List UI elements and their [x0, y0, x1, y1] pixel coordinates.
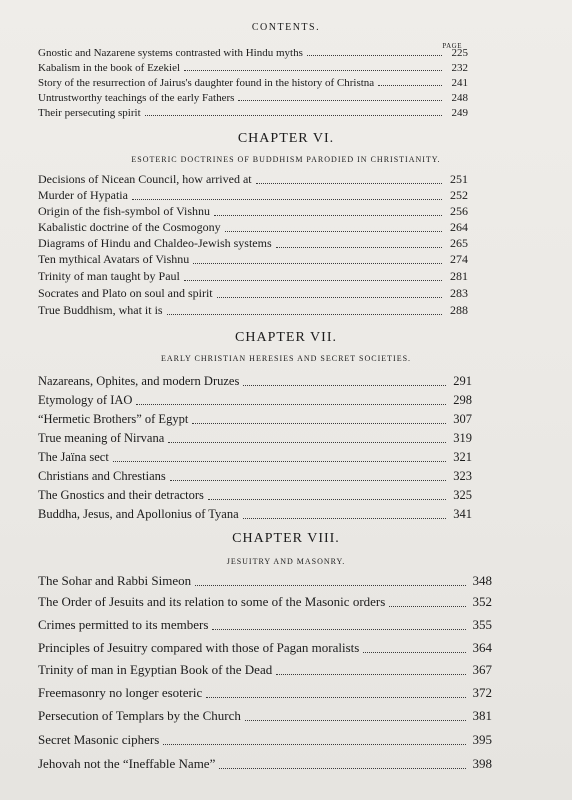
toc-entry [38, 221, 468, 235]
entry-page: 252 [450, 188, 468, 202]
entry-page: 325 [453, 488, 472, 502]
entry-page: 256 [450, 204, 468, 218]
chapter-heading: CHAPTER VII. [235, 330, 337, 345]
entry-page: 372 [472, 685, 492, 700]
entry-page: 225 [451, 47, 468, 59]
toc-entry [38, 575, 492, 589]
entry-title: Secret Masonic ciphers [38, 732, 160, 747]
page-header: CONTENTS. [251, 22, 321, 33]
toc-entry [38, 46, 468, 59]
toc-entry [38, 91, 468, 104]
toc-entry [38, 237, 468, 251]
toc-entry [38, 432, 472, 446]
entry-page: 341 [453, 507, 472, 521]
toc-entry [38, 189, 468, 203]
entry-page: 381 [472, 708, 492, 723]
entry-title: Nazareans, Ophites, and modern Druzes [38, 374, 240, 388]
entry-page: 367 [472, 662, 492, 677]
entry-title: Origin of the fish-symbol of Vishnu [38, 204, 211, 218]
toc-entry [38, 758, 492, 772]
toc-entry [38, 470, 472, 484]
entry-title: True meaning of Nirvana [38, 431, 165, 445]
entry-page: 307 [453, 412, 472, 426]
entry-page: 249 [451, 107, 468, 119]
chapter-subtitle: EARLY CHRISTIAN HERESIES AND SECRET SOCIETIES. [160, 354, 412, 363]
toc-entry [38, 413, 472, 427]
entry-title: Principles of Jesuitry compared with those of Pagan moralists [38, 640, 360, 655]
entry-title: True Buddhism, what it is [38, 303, 163, 317]
toc-entry [38, 687, 492, 701]
entry-page: 288 [450, 303, 468, 317]
entry-title: Persecution of Templars by the Church [38, 708, 241, 723]
entry-page: 274 [450, 252, 468, 266]
entry-title: Trinity of man in Egyptian Book of the Dead [38, 662, 273, 677]
entry-title: “Hermetic Brothers” of Egypt [38, 412, 189, 426]
entry-title: Crimes permitted to its members [38, 617, 209, 632]
entry-title: Socrates and Plato on soul and spirit [38, 286, 213, 300]
toc-entry [38, 489, 472, 503]
toc-entry [38, 664, 492, 678]
entry-title: The Jaïna sect [38, 450, 109, 464]
entry-title: Untrustworthy teachings of the early Fathers [38, 92, 235, 104]
toc-entry [38, 287, 468, 301]
entry-page: 298 [453, 393, 472, 407]
entry-title: The Gnostics and their detractors [38, 488, 204, 502]
entry-page: 264 [450, 220, 468, 234]
entry-page: 395 [472, 732, 492, 747]
entry-title: Jehovah not the “Ineffable Name” [38, 756, 216, 771]
entry-title: Ten mythical Avatars of Vishnu [38, 252, 190, 266]
entry-page: 248 [451, 92, 468, 104]
entry-page: 348 [472, 573, 492, 588]
toc-entry [38, 205, 468, 219]
entry-title: The Sohar and Rabbi Simeon [38, 573, 192, 588]
entry-title: Trinity of man taught by Paul [38, 269, 180, 283]
entry-title: Kabalistic doctrine of the Cosmogony [38, 220, 221, 234]
toc-entry [38, 106, 468, 119]
chapter-heading: CHAPTER VIII. [232, 531, 340, 546]
toc-entry [38, 508, 472, 522]
entry-page: 291 [453, 374, 472, 388]
toc-entry [38, 596, 492, 610]
toc-entry [38, 451, 472, 465]
entry-title: Etymology of IAO [38, 393, 133, 407]
chapter-subtitle: ESOTERIC DOCTRINES OF BUDDHISM PARODIED IN CHRISTIANITY. [131, 155, 441, 164]
toc-entry [38, 394, 472, 408]
entry-page: 241 [451, 77, 468, 89]
entry-title: Gnostic and Nazarene systems contrasted with Hindu myths [38, 47, 303, 59]
page-column-label: PAGE [442, 42, 462, 50]
entry-page: 323 [453, 469, 472, 483]
toc-entry [38, 61, 468, 74]
entry-page: 319 [453, 431, 472, 445]
toc-entry [38, 710, 492, 724]
entry-title: The Order of Jesuits and its relation to some of the Masonic orders [38, 594, 386, 609]
entry-title: Their persecuting spirit [38, 107, 141, 119]
entry-page: 265 [450, 236, 468, 250]
entry-title: Kabalism in the book of Ezekiel [38, 62, 181, 74]
entry-title: Freemasonry no longer esoteric [38, 685, 203, 700]
entry-page: 352 [472, 594, 492, 609]
toc-entry [38, 76, 468, 89]
toc-entry [38, 642, 492, 656]
toc-entry [38, 375, 472, 389]
toc-entry [38, 619, 492, 633]
entry-title: Diagrams of Hindu and Chaldeo-Jewish systems [38, 236, 272, 250]
chapter-heading: CHAPTER VI. [237, 131, 335, 146]
entry-page: 281 [450, 269, 468, 283]
chapter-subtitle: JESUITRY AND MASONRY. [226, 557, 346, 566]
entry-title: Buddha, Jesus, and Apollonius of Tyana [38, 507, 239, 521]
toc-entry [38, 253, 468, 267]
entry-title: Christians and Chrestians [38, 469, 166, 483]
entry-page: 283 [450, 286, 468, 300]
toc-entry [38, 173, 468, 187]
entry-page: 232 [451, 62, 468, 74]
toc-entry [38, 734, 492, 748]
entry-page: 355 [472, 617, 492, 632]
entry-page: 398 [472, 756, 492, 771]
entry-title: Murder of Hypatia [38, 188, 128, 202]
toc-entry [38, 270, 468, 284]
toc-entry [38, 304, 468, 318]
entry-page: 364 [472, 640, 492, 655]
entry-title: Story of the resurrection of Jairus's daughter found in the history of Christna [38, 77, 375, 89]
entry-page: 321 [453, 450, 472, 464]
entry-page: 251 [450, 172, 468, 186]
entry-title: Decisions of Nicean Council, how arrived at [38, 172, 252, 186]
